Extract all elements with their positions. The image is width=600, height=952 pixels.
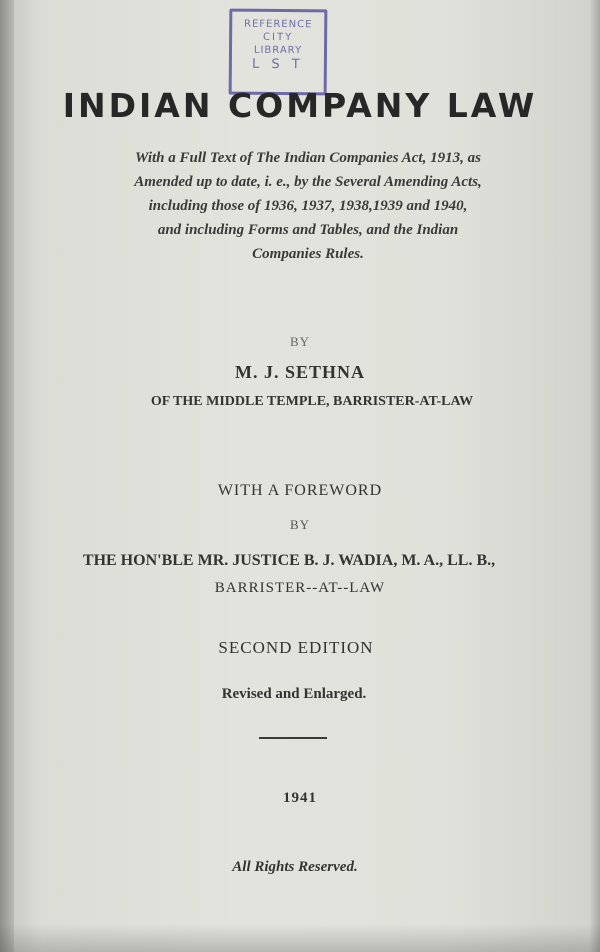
subtitle-line: including those of 1936, 1937, 1938,1939 and 1940, — [148, 198, 468, 214]
foreword-author: THE HON'BLE MR. JUSTICE B. J. WADIA, M. A., LL. B., — [82, 552, 496, 569]
rights-notice: All Rights Reserved. — [232, 859, 358, 875]
foreword-author-description: BARRISTER--AT--LAW — [214, 580, 386, 596]
stamp-line-4: L S T — [251, 56, 304, 73]
stamp-line-2: CITY — [263, 31, 294, 44]
publication-year: 1941 — [283, 790, 317, 806]
stamp-line-3: LIBRARY — [253, 44, 303, 57]
author-name: M. J. SETHNA — [234, 362, 365, 382]
by-label-foreword: BY — [289, 517, 311, 532]
subtitle-line: With a Full Text of The Indian Companies Act, 1913, as — [135, 150, 481, 166]
bottom-shadow — [0, 924, 600, 952]
subtitle-line: and including Forms and Tables, and the Indian — [157, 222, 459, 238]
author-description: OF THE MIDDLE TEMPLE, BARRISTER-AT-LAW — [150, 394, 474, 409]
edition-label: SECOND EDITION — [218, 638, 374, 657]
page-edge-shadow — [590, 0, 600, 952]
subtitle-line: Companies Rules. — [252, 246, 364, 262]
revised-label: Revised and Enlarged. — [221, 686, 367, 702]
subtitle-line: Amended up to date, i. e., by the Several Amending Acts, — [134, 174, 482, 190]
by-label: BY — [289, 334, 311, 349]
book-spine-shadow — [0, 0, 14, 952]
divider-rule — [259, 737, 327, 739]
title-page — [8, 0, 592, 952]
library-stamp — [229, 9, 328, 96]
book-title: INDIAN COMPANY LAW — [62, 86, 538, 125]
stamp-line-1: REFERENCE — [243, 18, 313, 31]
foreword-heading: WITH A FOREWORD — [217, 482, 383, 499]
book-subtitle — [58, 146, 558, 266]
